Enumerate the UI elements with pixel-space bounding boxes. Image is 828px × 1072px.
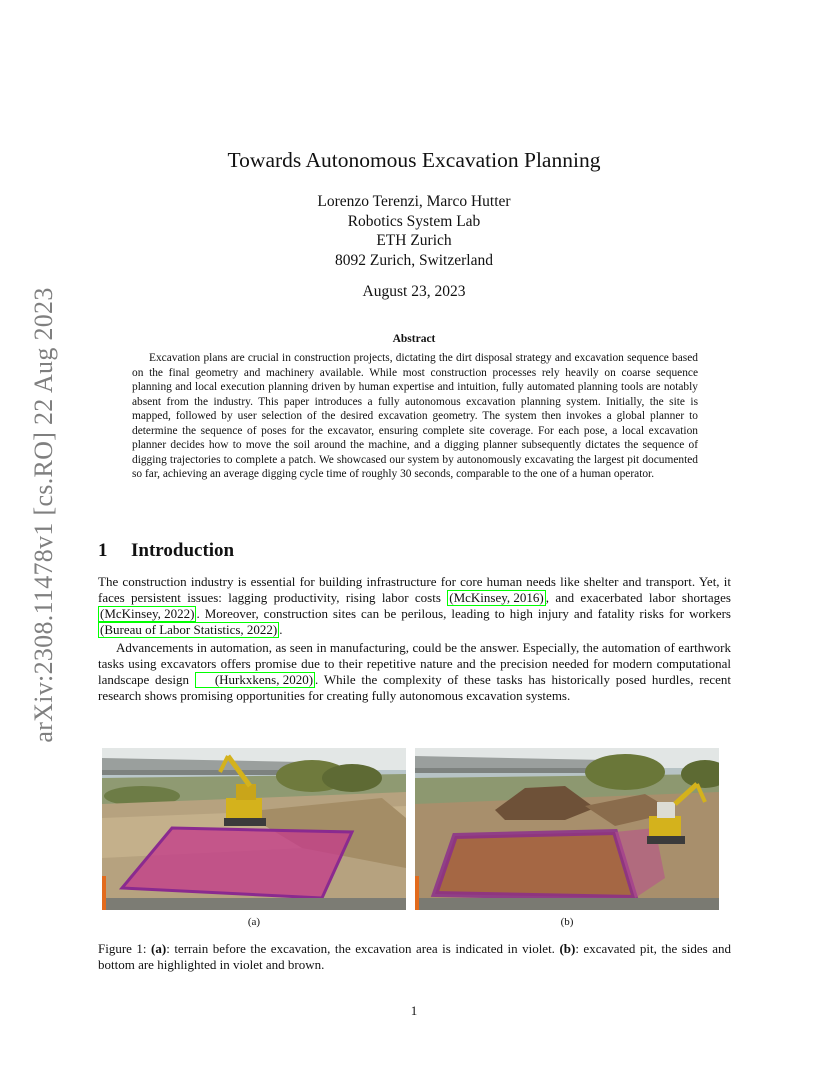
paper-title: Towards Autonomous Excavation Planning bbox=[227, 148, 601, 172]
figure-subcaption-a: (a) bbox=[247, 916, 261, 928]
section-heading bbox=[98, 539, 234, 563]
caption-text-b: : excavated pit, the sides and bottom are highlighted in violet and brown. bbox=[98, 941, 731, 972]
intro-paragraph-2 bbox=[98, 640, 731, 704]
caption-label: Figure 1: bbox=[98, 941, 152, 956]
text-run: , and exacerbated labor shortages bbox=[545, 590, 731, 605]
author-block bbox=[0, 192, 828, 270]
caption-text-a: : terrain before the excavation, the excavation area is indicated in violet. bbox=[166, 941, 560, 956]
text-run: . Moreover, construction sites can be perilous, leading to high injury and fatality risks for workers bbox=[196, 606, 731, 621]
author-lab: Robotics System Lab bbox=[347, 212, 481, 230]
section-number: 1 bbox=[98, 540, 108, 561]
citation-link[interactable]: (McKinsey, 2016) bbox=[449, 590, 544, 605]
author-names: Lorenzo Terenzi, Marco Hutter bbox=[317, 193, 511, 210]
figure-photo-terrain-before bbox=[102, 748, 406, 910]
text-run: . bbox=[279, 622, 283, 637]
page-number: 1 bbox=[410, 1003, 418, 1018]
caption-label-a: (a) bbox=[151, 941, 167, 956]
citation-link[interactable]: (Bureau of Labor Statistics, 2022) bbox=[100, 622, 278, 637]
section-title: Introduction bbox=[131, 540, 235, 561]
figure-subcaption-b: (b) bbox=[560, 916, 574, 928]
figure-caption bbox=[98, 941, 731, 973]
arxiv-identifier-text: arXiv:2308.11478v1 [cs.RO] 22 Aug 2023 bbox=[29, 287, 58, 743]
paper-date: August 23, 2023 bbox=[362, 283, 466, 300]
text-run: Advancements in automation, as seen in manufacturing, could be the answer. Especially, the automation of earthwork tasks using excavators offers promise due to their repetitive nature and the precision needed for modern computational landscape design bbox=[98, 640, 731, 687]
intro-paragraph-1 bbox=[98, 574, 731, 638]
author-address: 8092 Zurich, Switzerland bbox=[335, 251, 493, 269]
citation-link[interactable]: (McKinsey, 2022) bbox=[100, 606, 195, 621]
caption-label-b: (b) bbox=[559, 941, 576, 956]
citation-link[interactable]: (Hurkxkens, 2020) bbox=[195, 672, 315, 688]
author-institution: ETH Zurich bbox=[376, 232, 452, 249]
figure-photo-excavated-pit bbox=[415, 748, 719, 910]
abstract-heading: Abstract bbox=[392, 333, 436, 345]
text-run: The construction industry is essential for building infrastructure for core human needs like shelter and transport. Yet, it faces persistent issues: lagging productivity, rising labor costs bbox=[98, 574, 731, 605]
text-run: . While the complexity of these tasks has historically posed hurdles, recent research shows promising opportunities for creating fully autonomous excavation systems. bbox=[98, 672, 731, 703]
abstract-text: Excavation plans are crucial in construction projects, dictating the dirt disposal strategy and excavation sequence based on the final geometry and machinery available. While most construction processes rely heavily on coarse sequence planning and local execution planning driven by human expertise and intuition, fully automated planning tools are notably absent from the industry. This paper introduces a fully autonomous excavation planning system. Initially, the site is mapped, followed by user selection of the desired excavation geometry. The system then invokes a global planner to determine the sequence of poses for the excavator, ensuring complete site coverage. For each pose, a local excavation planner decides how to move the soil around the machine, and a digging planner subsequently dictates the sequence of digging trajectories to complete a patch. We showcased our system by autonomously excavating the largest pit documented so far, achieving an average digging cycle time of roughly 30 seconds, comparable to the one of a human operator. bbox=[132, 352, 698, 480]
